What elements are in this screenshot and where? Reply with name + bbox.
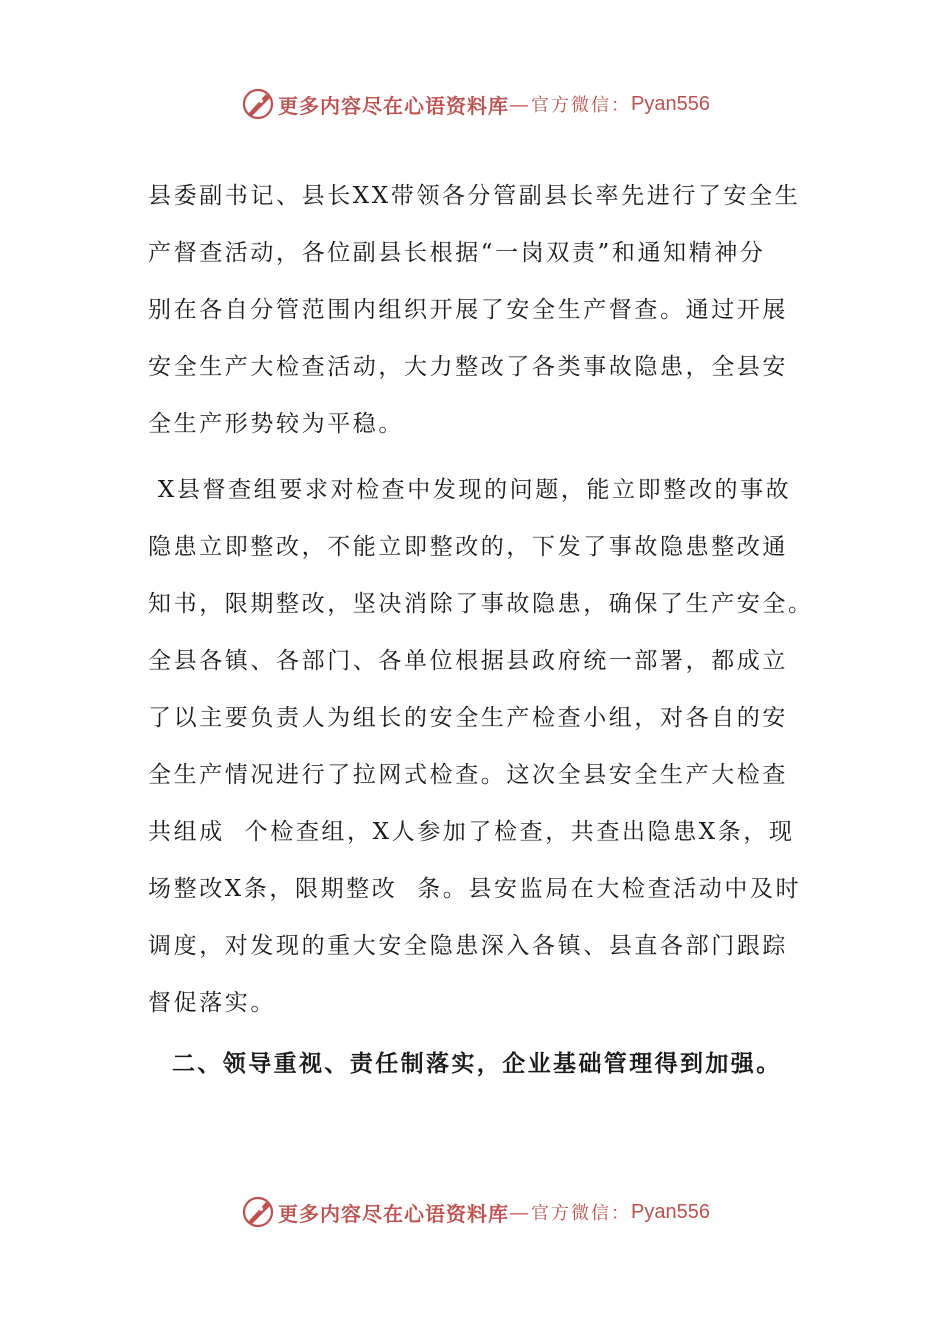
text-line: 全生产形势较为平稳。 xyxy=(148,411,404,437)
pen-nib-logo-icon xyxy=(240,86,276,122)
watermark-brand: 更多内容尽在心语资料库 xyxy=(278,93,510,118)
header-watermark xyxy=(0,84,950,124)
text-line: 场整改X条，限期整改 条。县安监局在大检查活动中及时 xyxy=(148,876,802,902)
watermark-wechat-id: Pyan556 xyxy=(631,1200,710,1223)
footer-watermark xyxy=(0,1192,950,1232)
text-line: 了以主要负责人为组长的安全生产检查小组，对各自的安 xyxy=(148,705,788,731)
text-line: 县委副书记、县长XX带领各分管副县长率先进行了安全生 xyxy=(148,183,801,209)
watermark-wechat-id: Pyan556 xyxy=(631,92,710,115)
text-line: 别在各自分管范围内组织开展了安全生产督查。通过开展 xyxy=(148,297,788,323)
watermark-dash: — xyxy=(509,92,530,116)
text-line: 共组成 个检查组，X人参加了检查，共查出隐患X条，现 xyxy=(148,819,795,845)
pen-nib-logo-icon xyxy=(240,1194,276,1230)
text-line: 隐患立即整改，不能立即整改的，下发了事故隐患整改通 xyxy=(148,534,788,560)
text-line: 安全生产大检查活动，大力整改了各类事故隐患，全县安 xyxy=(148,354,788,380)
watermark-brand: 更多内容尽在心语资料库 xyxy=(278,1201,510,1226)
text-line: 督促落实。 xyxy=(148,990,276,1016)
watermark-label: 官方微信： xyxy=(531,1203,632,1224)
watermark-dash: — xyxy=(509,1200,530,1224)
paragraph-2 xyxy=(148,462,814,1032)
text-line: 产督查活动，各位副县长根据“一岗双责”和通知精神分 xyxy=(148,240,766,266)
paragraph-1 xyxy=(148,168,808,453)
text-line: 调度，对发现的重大安全隐患深入各镇、县直各部门跟踪 xyxy=(148,933,788,959)
text-line: 全县各镇、各部门、各单位根据县政府统一部署，都成立 xyxy=(148,648,788,674)
watermark-label: 官方微信： xyxy=(531,95,632,116)
text-line: 全生产情况进行了拉网式检查。这次全县安全生产大检查 xyxy=(148,762,788,788)
text-line: X县督查组要求对检查中发现的问题，能立即整改的事故 xyxy=(148,477,792,503)
section-heading: 二、领导重视、责任制落实，企业基础管理得到加强。 xyxy=(172,1051,782,1077)
text-line: 知书，限期整改，坚决消除了事故隐患，确保了生产安全。 xyxy=(148,591,814,617)
